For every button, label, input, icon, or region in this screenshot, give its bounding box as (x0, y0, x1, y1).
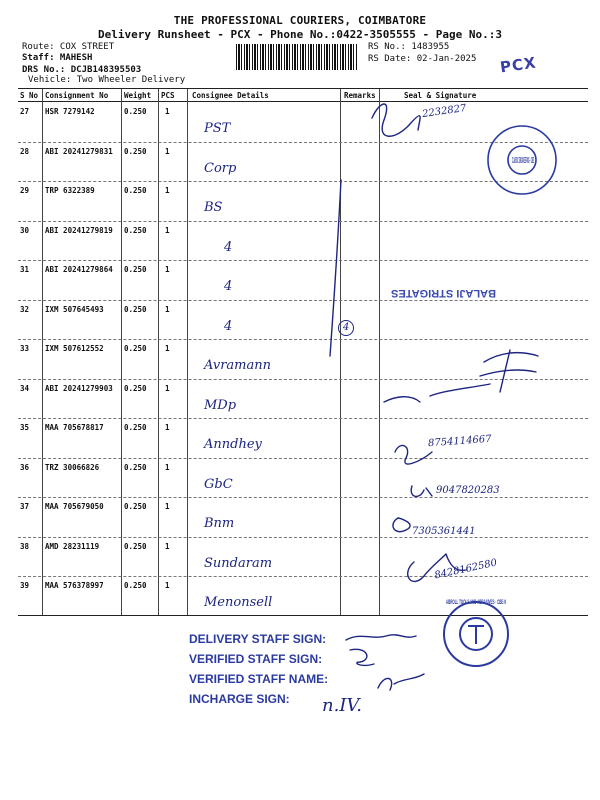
signature-note: 7305361441 (412, 526, 476, 537)
cell-pcs: 1 (165, 107, 170, 116)
cell-pcs: 1 (165, 265, 170, 274)
col-consignment: Consignment No (45, 91, 109, 100)
vehicle-label: Vehicle: Two Wheeler Delivery (28, 75, 186, 85)
rs-number: RS No.: 1483955 (368, 42, 450, 52)
staff-label: Staff: MAHESH (22, 53, 93, 63)
cell-sno: 30 (20, 225, 30, 235)
cell-pcs: 1 (165, 502, 170, 511)
cell-consignment: ABI 20241279864 (45, 265, 113, 274)
cell-sno: 27 (20, 107, 30, 116)
cell-sno: 33 (20, 344, 30, 353)
cell-weight: 0.250 (124, 225, 147, 235)
verified-staff-name-label: VERIFIED STAFF NAME: (189, 672, 329, 686)
cell-weight: 0.250 (124, 304, 147, 314)
cell-pcs: 1 (165, 423, 170, 432)
cell-weight: 0.250 (124, 462, 147, 472)
signature-note: 8754114667 (427, 433, 492, 450)
cell-consignment: IXM 507612552 (45, 344, 104, 353)
delivery-staff-sign-label: DELIVERY STAFF SIGN: (189, 632, 327, 646)
verified-staff-sign-label: VERIFIED STAFF SIGN: (189, 652, 323, 666)
cell-weight: 0.250 (124, 423, 147, 432)
signature-scribble (480, 350, 538, 392)
cell-weight: 0.250 (124, 146, 147, 156)
cell-pcs: 1 (165, 146, 170, 156)
col-sno: S No (20, 91, 39, 100)
consignee-handwriting: Corp (204, 160, 237, 176)
cell-sno: 32 (20, 304, 30, 314)
cell-pcs: 1 (165, 225, 170, 235)
cell-sno: 39 (20, 581, 30, 590)
signature-scribble (393, 518, 410, 532)
signature-scribble (395, 445, 432, 464)
signature-scribble (408, 554, 466, 581)
col-seal-signature: Seal & Signature (404, 91, 477, 100)
verified-sign-scribble (350, 649, 374, 665)
delivery-sign-scribble (346, 635, 416, 640)
tools-abrasives-stamp (444, 602, 508, 666)
cell-sno: 31 (20, 265, 30, 274)
cell-pcs: 1 (165, 462, 170, 472)
cell-weight: 0.250 (124, 581, 147, 590)
route-label: Route: COX STREET (22, 42, 115, 52)
cell-consignment: TRZ 30066826 (45, 462, 100, 472)
cell-sno: 28 (20, 146, 30, 156)
consignee-handwriting: Sundaram (204, 555, 273, 571)
cell-weight: 0.250 (124, 383, 147, 393)
cell-sno: 36 (20, 462, 30, 472)
runsheet-subtitle: Delivery Runsheet - PCX - Phone No.:0422-3505555 - Page No.:3 (98, 28, 502, 41)
remarks-line (330, 180, 341, 356)
incharge-sign-label: INCHARGE SIGN: (189, 692, 290, 706)
consignee-handwriting: GbC (204, 476, 233, 492)
incharge-signature: n.IV. (322, 695, 362, 716)
consignee-handwriting: BS (204, 200, 223, 215)
cell-sno: 29 (20, 186, 30, 195)
consignee-handwriting: PST (204, 121, 231, 136)
cell-weight: 0.250 (124, 265, 147, 274)
verified-name-scribble (378, 674, 424, 690)
rs-date: RS Date: 02-Jan-2025 (368, 54, 477, 64)
signature-note: 8428162580 (433, 557, 499, 582)
cell-sno: 38 (20, 541, 30, 551)
consignee-handwriting: Menonsell (204, 595, 273, 610)
stamp-text: ABROLL TOOLS AND ABRASIVES · CBE-9 (446, 600, 507, 606)
cell-pcs: 1 (165, 581, 170, 590)
consignee-handwriting: 4 (224, 239, 233, 255)
signature-scribble (411, 486, 432, 496)
remarks-note: 4 (338, 320, 354, 336)
pcx-stamp: PCX (498, 53, 538, 77)
consignee-handwriting: MDp (204, 397, 237, 413)
cell-weight: 0.250 (124, 541, 147, 551)
cell-pcs: 1 (165, 541, 170, 551)
cell-sno: 35 (20, 423, 30, 432)
cell-weight: 0.250 (124, 107, 147, 116)
consignee-handwriting: Avramann (204, 358, 271, 373)
balaji-stamp: BALAJI STRIGATES (391, 287, 496, 299)
company-title: THE PROFESSIONAL COURIERS, COIMBATORE (173, 14, 427, 27)
cell-consignment: IXM 507645493 (45, 304, 104, 314)
consignee-handwriting: 4 (224, 279, 233, 294)
col-consignee: Consignee Details (192, 91, 269, 100)
cell-consignment: ABI 20241279831 (45, 146, 113, 156)
cell-pcs: 1 (165, 186, 170, 195)
cell-weight: 0.250 (124, 344, 147, 353)
signature-note: 9047820283 (436, 485, 500, 496)
cell-pcs: 1 (165, 344, 170, 353)
cell-weight: 0.250 (124, 186, 147, 195)
col-remarks: Remarks (344, 91, 376, 100)
cell-consignment: MAA 705678817 (45, 423, 104, 432)
cell-consignment: ABI 20241279903 (45, 383, 113, 393)
cell-consignment: MAA 576378997 (45, 581, 104, 590)
signature-note: 2232827 (421, 102, 468, 121)
stamp-text: CLASSIC ENGINEERING · CBE (512, 156, 535, 165)
cell-weight: 0.250 (124, 502, 147, 511)
signature-scribble (372, 104, 420, 136)
cell-consignment: ABI 20241279819 (45, 225, 113, 235)
cell-pcs: 1 (165, 383, 170, 393)
col-pcs: PCS (161, 91, 175, 100)
consignee-handwriting: Bnm (204, 516, 235, 531)
cell-sno: 37 (20, 502, 30, 511)
cell-consignment: MAA 705679050 (45, 502, 104, 511)
col-weight: Weight (124, 91, 152, 100)
consignee-handwriting: 4 (224, 318, 233, 334)
cell-pcs: 1 (165, 304, 170, 314)
cell-sno: 34 (20, 383, 30, 393)
signature-scribble (384, 384, 490, 402)
cell-consignment: TRP 6322389 (45, 186, 95, 195)
cell-consignment: HSR 7279142 (45, 107, 95, 116)
consignee-handwriting: Anndhey (204, 437, 262, 452)
drs-number: DRS No.: DCJB148395503 (22, 65, 142, 75)
cell-consignment: AMD 28231119 (45, 541, 100, 551)
